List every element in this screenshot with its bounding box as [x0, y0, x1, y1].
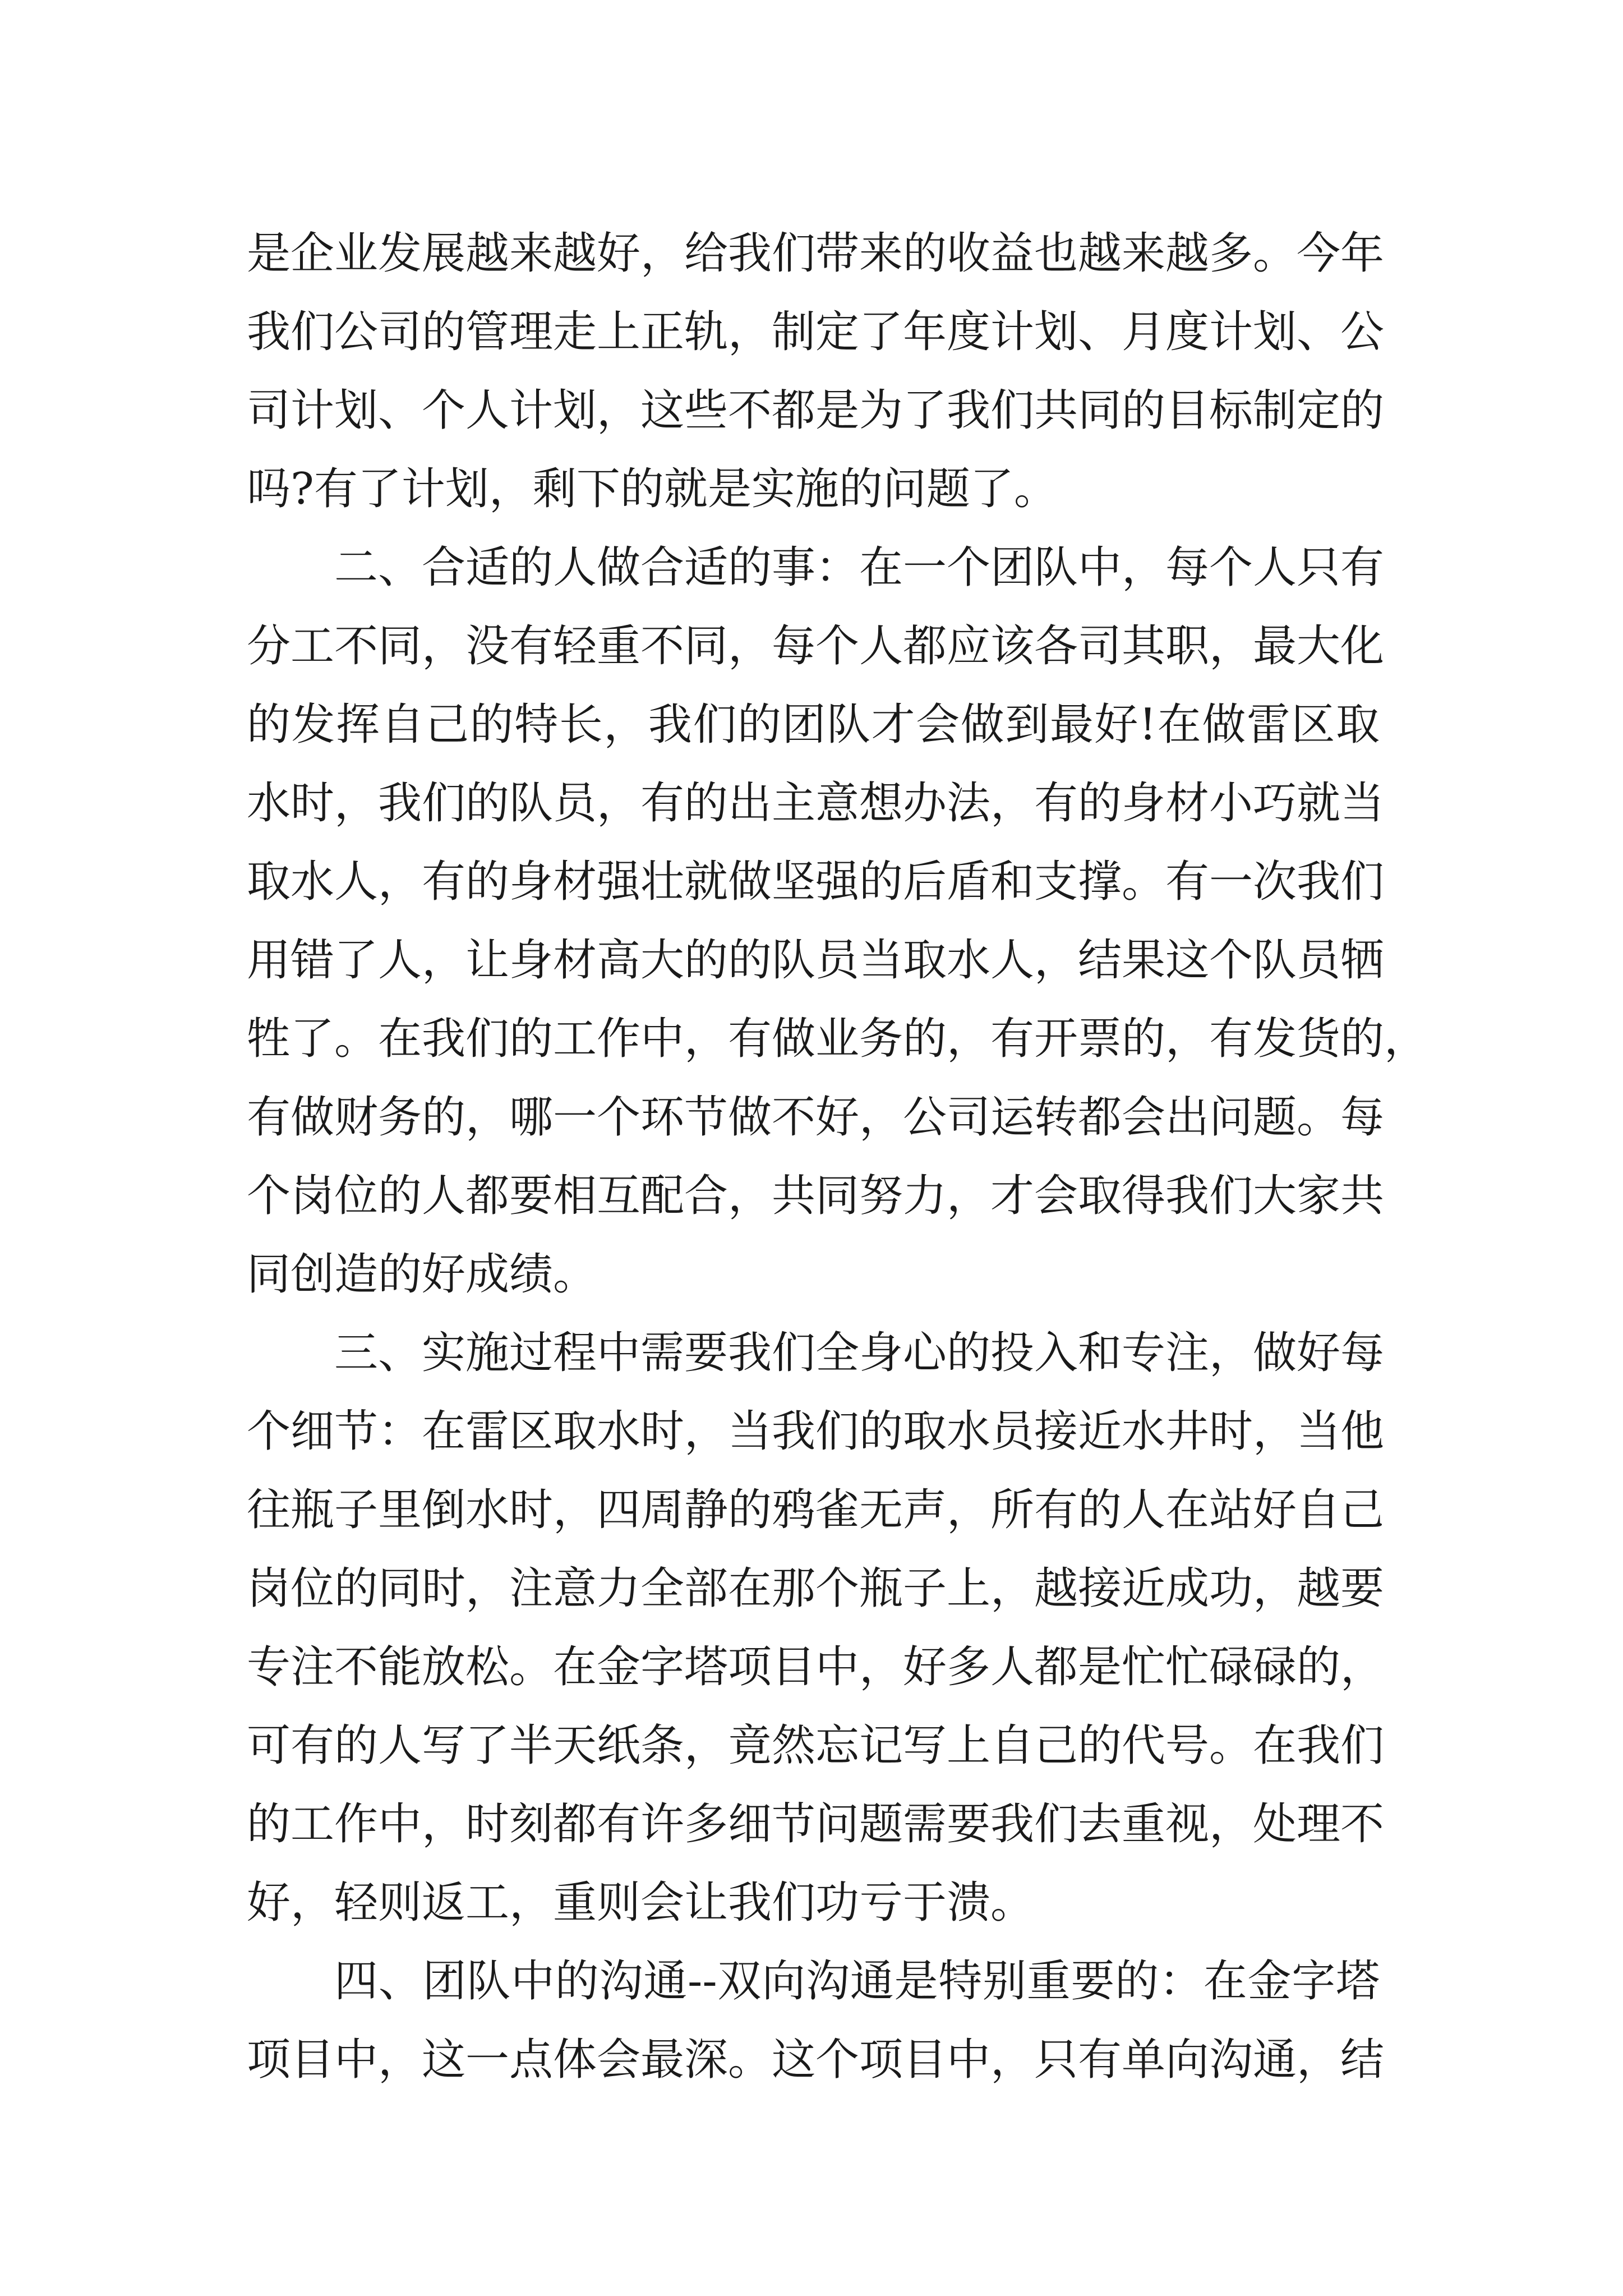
text-line: 项目中，这一点体会最深。这个项目中，只有单向沟通，结	[247, 2035, 1385, 2085]
text-line: 的发挥自己的特长，我们的团队才会做到最好!在做雷区取	[247, 700, 1380, 750]
text-line: 牲了。在我们的工作中，有做业务的，有开票的，有发货的，	[247, 1014, 1428, 1064]
text-line: 取水人，有的身材强壮就做坚强的后盾和支撑。有一次我们	[247, 857, 1385, 907]
text-line: 的工作中，时刻都有许多细节问题需要我们去重视，处理不	[247, 1799, 1385, 1849]
text-line: 我们公司的管理走上正轨，制定了年度计划、月度计划、公	[247, 307, 1385, 357]
text-line: 个细节：在雷区取水时，当我们的取水员接近水井时，当他	[247, 1406, 1385, 1457]
text-line: 好，轻则返工，重则会让我们功亏于溃。	[247, 1878, 1035, 1928]
body-text	[247, 214, 1428, 2099]
paragraph-heading-line: 四、团队中的沟通--双向沟通是特别重要的：在金字塔	[334, 1956, 1380, 2007]
text-line: 是企业发展越来越好，给我们带来的收益也越来越多。今年	[247, 228, 1385, 279]
text-line: 用错了人，让身材高大的的队员当取水人，结果这个队员牺	[247, 935, 1385, 986]
text-line: 可有的人写了半天纸条，竟然忘记写上自己的代号。在我们	[247, 1720, 1385, 1771]
text-line: 个岗位的人都要相互配合，共同努力，才会取得我们大家共	[247, 1171, 1385, 1221]
text-line: 同创造的好成绩。	[247, 1249, 597, 1300]
text-line: 有做财务的，哪一个环节做不好，公司运转都会出问题。每	[247, 1092, 1385, 1143]
text-line: 司计划、个人计划，这些不都是为了我们共同的目标制定的	[247, 385, 1385, 436]
paragraph-heading-line: 二、合适的人做合适的事：在一个团队中，每个人只有	[334, 542, 1385, 593]
text-line: 吗?有了计划，剩下的就是实施的问题了。	[247, 464, 1058, 514]
text-line: 水时，我们的队员，有的出主意想办法，有的身材小巧就当	[247, 778, 1385, 829]
text-line: 专注不能放松。在金字塔项目中，好多人都是忙忙碌碌的，	[247, 1642, 1385, 1692]
paragraph-heading-line: 三、实施过程中需要我们全身心的投入和专注，做好每	[334, 1328, 1385, 1378]
text-line: 往瓶子里倒水时，四周静的鸦雀无声，所有的人在站好自己	[247, 1485, 1385, 1535]
text-line: 岗位的同时，注意力全部在那个瓶子上，越接近成功，越要	[247, 1563, 1385, 1614]
text-line: 分工不同，没有轻重不同，每个人都应该各司其职，最大化	[247, 621, 1385, 671]
